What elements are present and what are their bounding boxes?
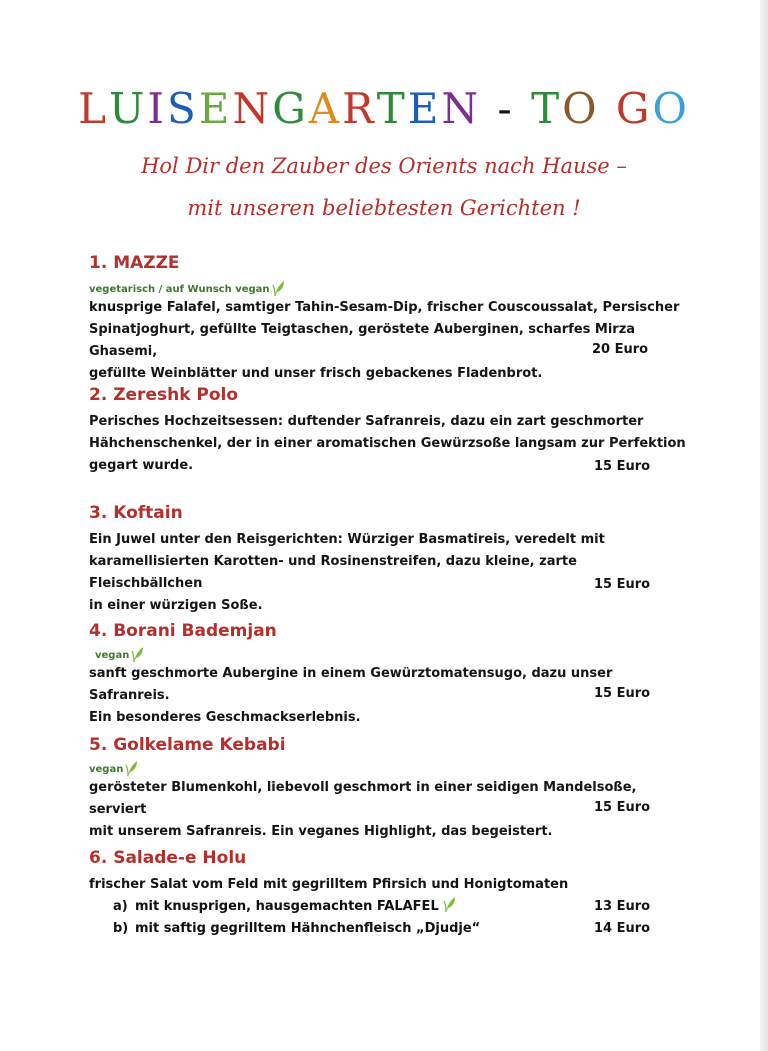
description-line: Hähchenschenkel, der in einer aromatischen Gewürzsoße langsam zur Perfektion	[89, 436, 686, 451]
diet-tag-label: vegetarisch / auf Wunsch vegan	[89, 284, 270, 295]
subtitle-line-1: Hol Dir den Zauber des Orients nach Hause –	[141, 154, 627, 178]
dish-koftain	[89, 502, 689, 617]
dish-borani-bademjan	[89, 620, 689, 729]
title-letter: I	[147, 84, 167, 133]
option-price: 13 Euro	[594, 899, 651, 914]
diet-tag-label: vegan	[89, 764, 124, 775]
title-letter: T	[531, 84, 563, 133]
dish-mazze	[89, 252, 689, 385]
leaf-icon	[131, 645, 145, 663]
dish-title: 1. MAZZE	[89, 253, 180, 273]
title-letter: G	[615, 84, 653, 133]
title-letter	[600, 84, 616, 134]
leaf-icon	[443, 895, 457, 913]
description-line: mit unserem Safranreis. Ein veganes Highlight, das begeistert.	[89, 824, 553, 839]
title-letter: E	[198, 84, 233, 133]
description-line: Spinatjoghurt, gefüllte Teigtaschen, geröstete Auberginen, scharfes Mirza Ghasemi,	[89, 322, 636, 359]
dish-title: 2. Zereshk Polo	[89, 385, 239, 405]
description-line: in einer würzigen Soße.	[89, 598, 263, 613]
dish-description	[89, 297, 689, 385]
description-line: knusprige Falafel, samtiger Tahin-Sesam-Dip, frischer Couscoussalat, Persischer	[89, 300, 680, 315]
dish-golkelame-kebabi	[89, 734, 689, 843]
title-letter: L	[78, 84, 109, 133]
dish-zereshk-polo	[89, 384, 689, 477]
dish-title: 3. Koftain	[89, 503, 183, 523]
description-line: frischer Salat vom Feld mit gegrilltem Pfirsich und Honigtomaten	[89, 877, 569, 892]
option-a	[89, 896, 689, 918]
title-letter	[515, 84, 531, 134]
title-letter: N	[441, 84, 482, 133]
title-letter: N	[232, 84, 273, 133]
dish-price: 20 Euro	[592, 342, 649, 357]
dish-title: 4. Borani Bademjan	[89, 621, 277, 641]
option-text: mit knusprigen, hausgemachten FALAFEL	[135, 899, 439, 914]
description-line: gefüllte Weinblätter und unser frisch gebackenes Fladenbrot.	[89, 366, 543, 381]
dish-price: 15 Euro	[594, 800, 651, 815]
title-letter: S	[166, 84, 199, 133]
dish-description	[89, 874, 689, 896]
dish-title: 5. Golkelame Kebabi	[89, 735, 286, 755]
restaurant-title	[0, 84, 768, 134]
title-letter: T	[376, 84, 408, 133]
description-line: gerösteter Blumenkohl, liebevoll geschmort in einer seidigen Mandelsoße, serviert	[89, 780, 637, 817]
option-price: 14 Euro	[594, 921, 651, 936]
vegan-tag	[89, 645, 689, 663]
title-letter: G	[272, 84, 309, 133]
dish-description	[89, 529, 689, 617]
description-line: Ein Juwel unter den Reisgerichten: Würziger Basmatireis, veredelt mit	[89, 532, 605, 547]
dish-price: 15 Euro	[594, 686, 651, 701]
vegan-tag	[89, 279, 689, 297]
leaf-icon	[125, 759, 139, 777]
title-letter: -	[497, 84, 515, 133]
title-letter: U	[108, 84, 148, 133]
option-b	[89, 918, 689, 940]
title-letter	[481, 84, 497, 134]
dish-salade-e-holu	[89, 847, 689, 940]
title-letter: R	[342, 84, 377, 133]
dish-price: 15 Euro	[594, 577, 651, 592]
title-letter: E	[407, 84, 442, 133]
vegan-tag	[89, 759, 689, 777]
subtitle-line-2: mit unseren beliebtesten Gerichten !	[187, 196, 581, 220]
leaf-icon	[272, 279, 286, 297]
title-letter: O	[562, 84, 600, 133]
dish-title: 6. Salade-e Holu	[89, 848, 247, 868]
description-line: karamellisierten Karotten- und Rosinenstreifen, dazu kleine, zarte Fleischbällchen	[89, 554, 577, 591]
dish-price: 15 Euro	[594, 459, 651, 474]
description-line: Perisches Hochzeitsessen: duftender Safranreis, dazu ein zart geschmorter	[89, 414, 644, 429]
option-letter: b)	[113, 921, 129, 936]
option-text: mit saftig gegrilltem Hähnchenfleisch „Djudje“	[135, 921, 481, 936]
description-line: gegart wurde.	[89, 458, 194, 473]
diet-tag-label: vegan	[95, 650, 130, 661]
title-letter: A	[308, 84, 343, 133]
description-line: Ein besonderes Geschmackserlebnis.	[89, 710, 361, 725]
description-line: sanft geschmorte Aubergine in einem Gewürztomatensugo, dazu unser Safranreis.	[89, 666, 613, 703]
title-letter: O	[652, 84, 690, 133]
option-letter: a)	[113, 899, 128, 914]
